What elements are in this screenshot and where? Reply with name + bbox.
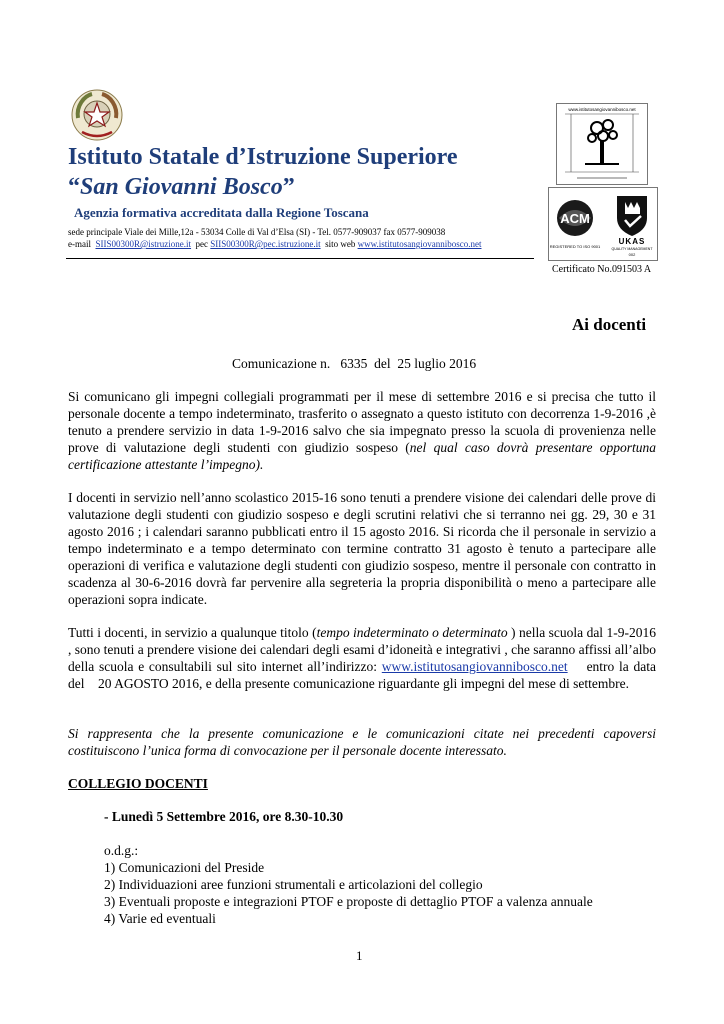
- agenda-label: o.d.g.:: [104, 843, 139, 858]
- header-divider: [66, 258, 534, 259]
- pec-link[interactable]: SIIS00300R@pec.istruzione.it: [210, 239, 321, 249]
- recipient: Ai docenti: [572, 315, 647, 334]
- institute-name: [68, 174, 295, 201]
- agenda-item: 1) Comunicazioni del Preside: [104, 860, 265, 875]
- page-number: 1: [356, 948, 363, 963]
- acm-text: ACM: [560, 211, 590, 226]
- contact-line: e-mail SIIS00300R@istruzione.it pec SIIS00300R@pec.istruzione.it sito web www.istitutosangiovannibosco.net: [68, 239, 482, 249]
- paragraph-2: I docenti in servizio nell’anno scolastico 2015-16 sono tenuti a prendere visione dei calendari delle prove di valutazione degli studenti con giudizio sospeso e degli scrutini relativi che si terranno nei gg. 29, 30 e 31 agosto 2016 ; i calendari saranno pubblicati entro il 15 agosto 2016. Si ricorda che il personale in servizio a tempo indeterminato e a tempo determinato con termine contratto 31 agosto è tenuto a partecipare alle operazioni di verifica e valutazione degli studenti con giudizio sospeso, mentre il personale con contratto in scadenza al 30-6-2016 dovrà far pervenire alla segreteria la propria disponibilità o meno a partecipare alle operazioni sopra indicate.: [68, 490, 656, 607]
- quote-close: ”: [282, 174, 295, 200]
- agenda-item: 4) Varie ed eventuali: [104, 911, 216, 926]
- agenda: [104, 842, 593, 927]
- meeting-date: - Lunedì 5 Settembre 2016, ore 8.30-10.30: [104, 809, 344, 824]
- acm-logo-icon: [550, 200, 601, 249]
- agenda-item: 2) Individuazioni aree funzioni strumentali e articolazioni del collegio: [104, 877, 483, 892]
- paragraph-1: Si comunicano gli impegni collegiali programmati per il mese di settembre 2016 e si precisa che tutto il personale docente a tempo indeterminato, trasferito o assegnato a questo istituto con decorrenza 1-9-2016 ,è tenuto a prendere servizio in data 1-9-2016 salvo che sia impegnato presso la scuola di provenienza nelle prove di valutazione degli studenti con giudizio sospeso (nel qual caso dovrà presentare opportuna certificazione attestante l’impegno).: [68, 389, 656, 472]
- communication-number: Comunicazione n. 6335 del 25 luglio 2016: [232, 356, 477, 371]
- agenda-item: 3) Eventuali proposte e integrazioni PTOF e proposte di dettaglio PTOF a valenza annuale: [104, 894, 593, 909]
- ukas-text: UKAS: [618, 237, 646, 246]
- quote-open: “: [68, 174, 80, 200]
- institute-title: Istituto Statale d’Istruzione Superiore: [68, 144, 458, 170]
- agency-line: Agenzia formativa accreditata dalla Regione Toscana: [74, 205, 369, 220]
- ukas-logo-icon: [612, 196, 654, 257]
- institute-name-text: San Giovanni Bosco: [80, 174, 283, 200]
- website-link[interactable]: www.istitutosangiovannibosco.net: [357, 239, 482, 249]
- acm-sub-text: REGISTERED TO ISO 9001: [549, 244, 601, 249]
- paragraph-4: Si rappresenta che la presente comunicazione e le comunicazioni citate nei precedenti capoversi costituiscono l’unica forma di convocazione per il personale docente interessato.: [68, 726, 656, 758]
- section-title: COLLEGIO DOCENTI: [68, 776, 208, 791]
- quality-logos-box: [548, 187, 658, 261]
- logo-website-text: www.istitutosangiovannibosco.net: [568, 107, 636, 112]
- ukas-code-text: 002: [628, 252, 636, 257]
- certificate-number: Certificato No.091503 A: [552, 264, 652, 275]
- website-link-inline[interactable]: www.istitutosangiovannibosco.net: [381, 659, 568, 674]
- address-line: sede principale Viale dei Mille,12a - 53034 Colle di Val d’Elsa (SI) - Tel. 0577-909037 fax 0577-909038: [68, 227, 446, 237]
- email-link[interactable]: SIIS00300R@istruzione.it: [95, 239, 192, 249]
- certification-logo-box: [556, 103, 648, 185]
- address-block: [68, 226, 481, 250]
- paragraph-3: Tutti i docenti, in servizio a qualunque titolo (tempo indeterminato o determinato ) nella scuola dal 1-9-2016 , sono tenuti a prendere visione dei calendari degli esami d’idoneità e integrativi , che saranno affissi all’albo della scuola e consultabili sul sito internet all’indirizzo: www.istitutosangiovannibosco.net entro la data del 20 AGOSTO 2016, e della presente comunicazione riguardante gli impegni del mese di settembre.: [68, 625, 660, 691]
- ukas-sub-text: QUALITY MANAGEMENT: [611, 247, 653, 251]
- italian-republic-emblem-icon: [70, 88, 124, 142]
- tree-logo-icon: [557, 104, 647, 184]
